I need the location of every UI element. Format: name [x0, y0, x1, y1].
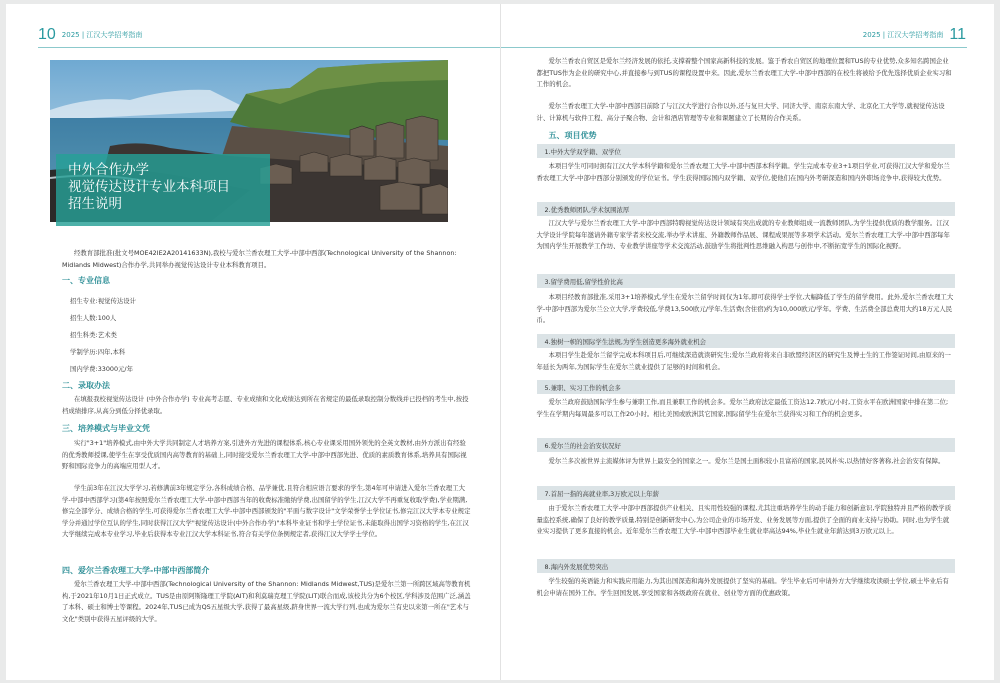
info-item: 招生科类:艺术类 — [70, 331, 117, 339]
left-header — [38, 26, 142, 44]
item-heading: 3.留学费用低,留学性价比高 — [544, 278, 623, 286]
item-heading: 5.兼职、实习工作的机会多 — [544, 384, 621, 392]
item-heading: 2.优秀教师团队,学术氛围浓厚 — [544, 206, 630, 214]
item-heading: 8.海内外发展优势突出 — [544, 563, 609, 571]
university-paragraph: 爱尔兰香农理工大学-中部中西部(Technological University of the Shannon: Midlands Midwest,TUS)是爱尔兰第一所跨区域高等教育机构,于2021年10月1日正式成立。TUS是由原阿斯隆理工学院(AIT)和利莫瑞克理工学院(LIT)联合而成,该校共分为6个校区,学科涉及范围广泛,涵盖了本科、硕士和博士等课程。2024年,TUS已成为QS五星级大学,获得了最高星级,跻身世界一流大学行列,也成为爱尔兰有史以来第一所在"艺术与文化"类别中获得五星评级的大学。 — [62, 580, 471, 623]
title-banner — [56, 154, 270, 226]
page-number: 11 — [949, 26, 966, 43]
info-item: 招生人数:100人 — [70, 314, 117, 322]
section-heading: 二、录取办法 — [62, 381, 110, 390]
title-line: 视觉传达设计专业本科项目 — [68, 179, 230, 195]
title-line: 中外合作办学 — [68, 162, 149, 178]
brochure-spread — [6, 4, 994, 680]
section-heading: 四、爱尔兰香农理工大学-中部中西部简介 — [62, 566, 210, 575]
title-line: 招生说明 — [68, 196, 122, 212]
running-head: 2025 | 江汉大学招考指南 — [61, 31, 143, 39]
header-rule — [501, 47, 967, 48]
item-heading: 7.首屈一指的高就业率,3万欧元以上年薪 — [544, 490, 659, 498]
right-header — [863, 26, 966, 44]
item-text: 爱尔兰多次被世界主流媒体评为世界上最安全的国家之一。爱尔兰是国土面积较小且富裕的国家,民风朴实,以热情好客著称,社会治安有保障。 — [548, 457, 945, 465]
section-heading: 三、培养模式与毕业文凭 — [62, 424, 150, 433]
item-text: 江汉大学与爱尔兰香农理工大学-中部中西部特聘视觉传达设计领域有突出成就的专业教师组成一流教师团队,为学生提供优质的教学服务。江汉大学设计学院每年邀请外籍专家学者来校交流,举办学术讲座、外籍教师作品展、课程成果展等多项学术活动。爱尔兰香农理工大学-中部中西部每年为国内学生开展教学工作坊、专业教学讲座等学术交流活动,鼓励学生将批判性思维融入构思与创作中,不断拓宽学生的国际化视野。 — [536, 219, 950, 251]
info-item: 学制学历:四年,本科 — [70, 348, 126, 356]
program-paragraph: 实行"3+1"培养模式,由中外大学共同制定人才培养方案,引进外方先进的课程体系,核心专业课采用国外领先的全英文教材,由外方派出有经验的优秀教师授课,使学生在享受优质国内高等教育的基础上,同时接受爱尔兰香农理工大学-中部中西部先进、优质的素质教育体系,培养具有国际视野和国际竞争力的高端应用型人才。 — [62, 439, 467, 471]
running-head: 2025 | 江汉大学招考指南 — [862, 31, 944, 39]
page-number: 10 — [38, 26, 56, 43]
program-paragraph: 学生前3年在江汉大学学习,若修满前3年规定学分,各科成绩合格、品学兼优,且符合相应语言要求的学生,第4年可申请进入爱尔兰香农理工大学-中部中西部学习(第4年按照爱尔兰香农理工大学-中部中西部当年的收费标准缴纳学费,出国留学的学生,江汉大学不再重复收取学费),学业期满,修完全部学分、成绩合格的学生,可获得爱尔兰香农理工大学-中部中西部颁发的"平面与数字设计"文学荣誉学士学位证书,修完江汉大学本专业规定学分并通过学位互认的学生,同时获得江汉大学"视觉传达设计(中外合作办学)"本科毕业证书和学士学位证书,未能取得出国学习资格的学生,在江汉大学继续完成本专业学习,毕业后获得本专业江汉大学本科证书,符合有关学位条例规定者,获得江汉大学学士学位。 — [62, 484, 471, 539]
item-heading: 4.独树一帜的国际学生法规,为学生创造更多海外就业机会 — [544, 338, 707, 346]
item-text: 学生较强的英语能力和实践应用能力,为其出国深造和海外发展提供了坚实的基础。学生毕业后可申请外方大学继续攻读硕士学位,硕士毕业后有机会申请在国外工作。学生回国发展,享受国家和各级政府在就业、创业等方面的优惠政策。 — [536, 577, 949, 597]
section-heading: 五、项目优势 — [548, 131, 597, 140]
info-item: 国内学费:33000元/年 — [70, 365, 133, 373]
item-text: 本项目学生可同时拥有江汉大学本科学籍和爱尔兰香农理工大学-中部中西部本科学籍。学生完成本专业3+1项目学业,可获得江汉大学和爱尔兰香农理工大学-中部中西部分别颁发的学位证书。学生获得国际国内双学籍、双学位,使他们在国内外考研深造和国内外职场竞争中,获得较大优势。 — [536, 162, 950, 182]
item-text: 由于爱尔兰香农理工大学-中部中西部提供产业相关、且实用性较强的课程,尤其注重培养学生的动手能力和创新意识,学院独特并且严格的教学质量监控系统,确保了良好的教学质量,特别是创新研发中心,为公司企业的市场开发、业务发展等方面,提供了全面的商业支持与协助。同时,也为学生就业实习提供了更多直接的机会。近年爱尔兰香农理工大学-中部中西部毕业生就业率高达94%,毕业生就业年薪达到3万欧元以上。 — [536, 504, 952, 536]
right-page — [501, 4, 995, 680]
section-heading: 一、专业信息 — [62, 276, 110, 285]
body-paragraph: 爱尔兰香农理工大学-中部中西部目前除了与江汉大学进行合作以外,还与复旦大学、同济大学、南京东南大学、北京化工大学等,就视觉传达设计、计算机与软件工程、高分子聚合物、会计和酒店管理等专业和课题建立了长期的合作关系。 — [536, 102, 945, 122]
item-text: 本项目经教育部批准,采用3+1培养模式,学生在爱尔兰留学时间仅为1年,即可获得学士学位,大幅降低了学生的留学费用。此外,爱尔兰香农理工大学-中部中西部为爱尔兰公立大学,学费较低,学费13,500欧元/学年,生活费(含住宿)约为10,000欧元/学年。学费、生活费全部总费用大约18万元人民币。 — [536, 293, 954, 325]
info-item: 招生专业:视觉传达设计 — [70, 297, 137, 305]
admission-paragraph: 在填报我校视觉传达设计 (中外合作办学) 专业高考志愿、专业成绩和文化成绩达到所在省规定的最低录取控制分数线并已投档的考生中,按投档成绩排序,从高分到低分择优录取。 — [62, 395, 469, 415]
intro-paragraph: 经教育部批准(批文号MOE42IE2A20141633N),我校与爱尔兰香农理工大学-中部中西部(Technological University of the Shannon: Midlands Midwest)合作办学,共同举办视觉传达设计专业本科教育项目。 — [62, 249, 457, 269]
left-page — [6, 4, 501, 680]
header-rule — [38, 47, 500, 48]
item-heading: 1.中外大学双学籍、双学位 — [544, 148, 621, 156]
item-text: 爱尔兰政府鼓励国际学生参与兼职工作,而且兼职工作的机会多。爱尔兰政府法定最低工资达12.7欧元/小时,工资水平在欧洲国家中排在第二位;学生在学期内每周最多可以工作20小时。相比美国或欧洲其它国家,国际留学生在爱尔兰获得实习和工作的机会更多。 — [536, 398, 949, 418]
body-paragraph: 爱尔兰香农自贸区是爱尔兰经济发展的依托,支撑着整个国家高新科技的发展。鉴于香农自贸区的地理位置和TUS的专业优势,众多知名跨国企业都把TUS作为企业的研究中心,并直接参与到TUS的课程设置中来。因此,爱尔兰香农理工大学-中部中西部的在校生将被给予优先选择优质企业实习和工作的机会。 — [536, 57, 952, 89]
item-heading: 6.爱尔兰的社会治安状况好 — [544, 442, 621, 450]
item-text: 本项目学生赴爱尔兰留学完成本科项目后,可继续深造就读研究生;爱尔兰政府将来自非欧盟经济区的研究生及博士生的工作签证时间,由原来的一年延长为两年,为国际学生在爱尔兰就业提供了足够的时间和机会。 — [536, 351, 951, 371]
